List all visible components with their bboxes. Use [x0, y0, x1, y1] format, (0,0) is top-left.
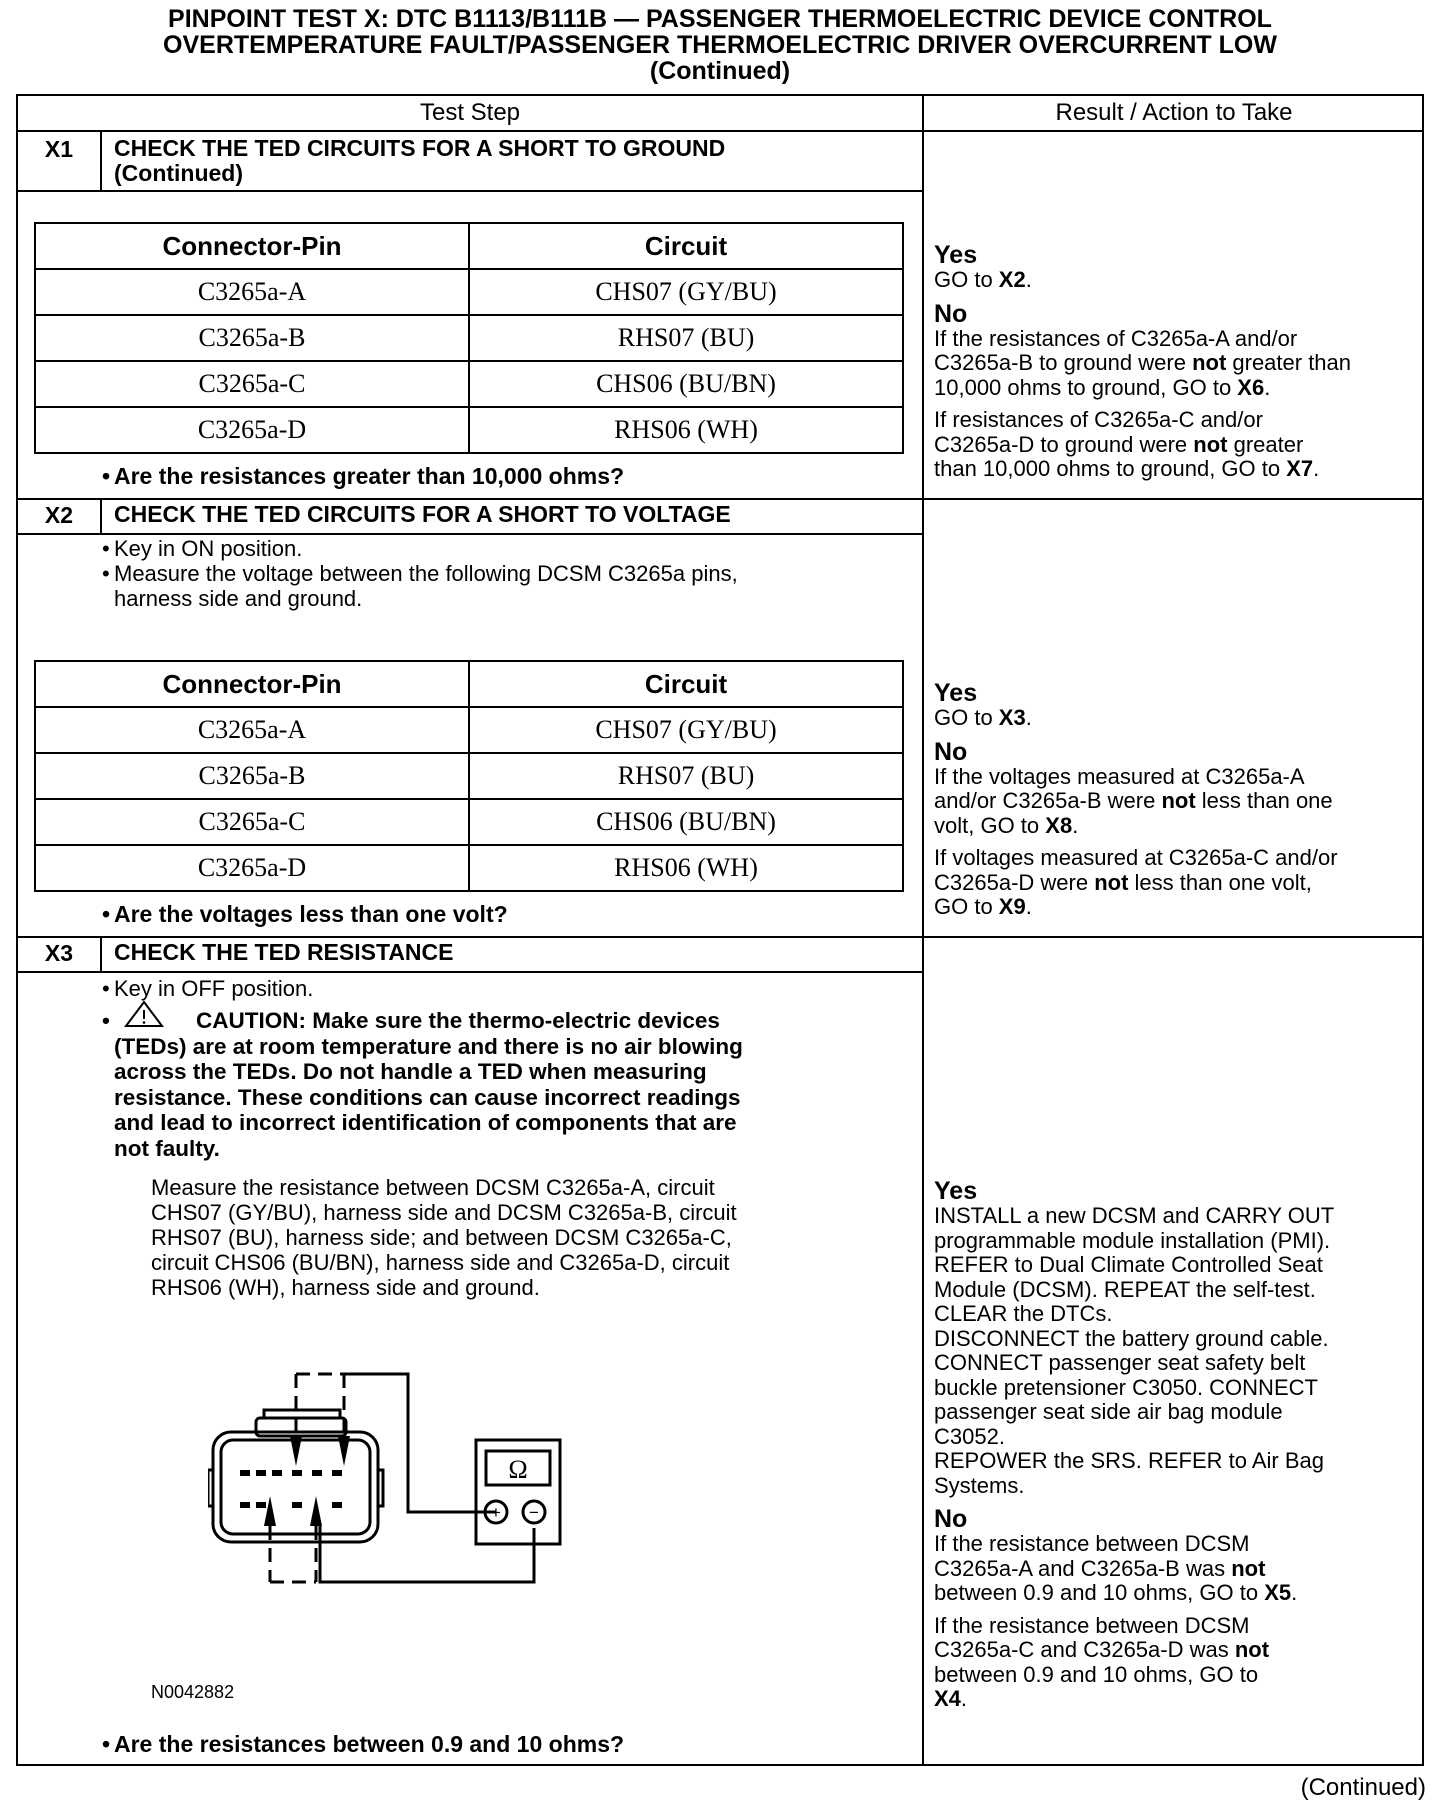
caution-line: across the TEDs. Do not handle a TED when measuring — [114, 1059, 707, 1084]
no-action-1: If the voltages measured at C3265a-A and/or C3265a-B were not less than one volt, GO to X8. — [934, 763, 1333, 838]
pin-cell: C3265a-A — [35, 707, 469, 753]
header-result: Result / Action to Take — [1055, 99, 1293, 126]
caution-line: and lead to incorrect identification of components that are — [114, 1110, 737, 1135]
yes-label: Yes — [934, 241, 978, 269]
measure-line: RHS07 (BU), harness side; and between DCSM C3265a-C, — [151, 1225, 732, 1250]
step-divider-x3 — [100, 938, 102, 971]
step-title-x2: CHECK THE TED CIRCUITS FOR A SHORT TO VOLTAGE — [114, 501, 731, 527]
bullet-icon: • — [102, 536, 110, 561]
table-header-row — [35, 223, 903, 269]
meter-plus-terminal: + — [491, 1503, 501, 1522]
circuit-cell: RHS07 (BU) — [469, 315, 903, 361]
no-action-1: If the resistance between DCSM C3265a-A and C3265a-B was not between 0.9 and 10 ohms, GO to X5. — [934, 1531, 1298, 1605]
circuit-cell: CHS06 (BU/BN) — [469, 361, 903, 407]
caution-line: resistance. These conditions can cause incorrect readings — [114, 1084, 741, 1110]
ohm-symbol-icon: Ω — [508, 1455, 528, 1484]
circuit-cell: RHS07 (BU) — [469, 753, 903, 799]
no-action-2: If the resistance between DCSM C3265a-C and C3265a-D was not between 0.9 and 10 ohms, GO to X4. — [934, 1612, 1270, 1711]
caution-line: (TEDs) are at room temperature and there is no air blowing — [114, 1033, 743, 1059]
step-title-divider-x2 — [18, 533, 922, 535]
yes-action-line: Module (DCSM). REPEAT the self-test. — [934, 1276, 1316, 1302]
table-row — [35, 269, 903, 315]
no-label: No — [934, 1505, 968, 1533]
table-row — [35, 315, 903, 361]
column-header: Connector-Pin — [35, 661, 469, 707]
connector-table-x1 — [34, 222, 904, 454]
yes-action-line: REPOWER the SRS. REFER to Air Bag — [934, 1448, 1325, 1473]
step-number-x3: X3 — [44, 940, 74, 966]
pin-cell: C3265a-B — [35, 753, 469, 799]
bullet-icon: • — [102, 463, 111, 489]
column-header: Circuit — [469, 661, 903, 707]
result-x2 — [934, 680, 1434, 920]
no-label: No — [934, 737, 968, 766]
pin-cell: C3265a-B — [35, 315, 469, 361]
no-action-2: If resistances of C3265a-C and/or C3265a-D to ground were not greater than 10,000 ohms to ground, GO to X7. — [934, 407, 1320, 481]
bullet-icon: • — [102, 561, 110, 586]
bullet-x2-2: • Measure the voltage between the following DCSM C3265a pins, harness side and ground. — [102, 561, 738, 611]
row-divider-x1 — [18, 498, 1422, 500]
bullet-x3-1: • Key in OFF position. — [102, 976, 314, 1001]
resistance-measurement-diagram — [208, 1366, 688, 1726]
question-x1: • Are the resistances greater than 10,000 ohms? — [102, 463, 625, 489]
yes-action-line: INSTALL a new DCSM and CARRY OUT — [934, 1203, 1335, 1228]
yes-action-line: programmable module installation (PMI). — [934, 1227, 1331, 1253]
step-title-x1-line2: (Continued) — [114, 160, 244, 186]
question-x3: • Are the resistances between 0.9 and 10 ohms? — [102, 1731, 625, 1757]
no-label: No — [934, 299, 968, 328]
yes-action-line: CONNECT passenger seat safety belt — [934, 1350, 1306, 1375]
circuit-cell: CHS07 (GY/BU) — [469, 269, 903, 315]
table-row — [35, 361, 903, 407]
pin-cell: C3265a-D — [35, 407, 469, 453]
circuit-cell: RHS06 (WH) — [469, 407, 903, 453]
step-number-x2: X2 — [44, 502, 74, 528]
header-test-step: Test Step — [419, 99, 521, 126]
yes-label: Yes — [934, 679, 978, 707]
header-divider — [18, 130, 1422, 132]
yes-action-line: Systems. — [934, 1472, 1025, 1498]
step-number-x1: X1 — [44, 136, 74, 162]
pin-cell: C3265a-A — [35, 269, 469, 315]
measure-line: Measure the resistance between DCSM C3265a-A, circuit — [151, 1175, 715, 1200]
column-header: Circuit — [469, 223, 903, 269]
yes-action-line: passenger seat side air bag module — [934, 1399, 1283, 1424]
step-divider-x1 — [100, 132, 102, 190]
caution-line: CAUTION: Make sure the thermo-electric devices — [196, 1008, 720, 1033]
table-row — [35, 799, 903, 845]
yes-action-line: DISCONNECT the battery ground cable. — [934, 1325, 1329, 1351]
bullet-x2-1: • Key in ON position. — [102, 536, 303, 561]
bullet-icon: • — [102, 976, 110, 1001]
no-action-2: If voltages measured at C3265a-C and/or C3265a-D were not less than one volt, GO to X9. — [934, 845, 1338, 919]
circuit-cell: CHS07 (GY/BU) — [469, 707, 903, 753]
pin-cell: C3265a-C — [35, 361, 469, 407]
no-action-1: If the resistances of C3265a-A and/or C3265a-B to ground were not greater than 10,000 ohms to ground, GO to X6. — [934, 325, 1352, 400]
yes-action-line: REFER to Dual Climate Controlled Seat — [934, 1252, 1323, 1277]
pin-cell: C3265a-C — [35, 799, 469, 845]
bullet-icon: • — [102, 1008, 110, 1033]
step-title-x3: CHECK THE TED RESISTANCE — [114, 939, 454, 965]
circuit-cell: CHS06 (BU/BN) — [469, 799, 903, 845]
yes-action-line: CLEAR the DTCs. — [934, 1301, 1113, 1326]
yes-label: Yes — [934, 1177, 978, 1205]
continued-footer: (Continued) — [1300, 1774, 1426, 1801]
table-row — [35, 845, 903, 891]
measure-instructions — [151, 1175, 891, 1300]
column-divider — [922, 96, 924, 1764]
caution-note — [102, 1008, 854, 1161]
column-header: Connector-Pin — [35, 223, 469, 269]
yes-action: GO to X2. — [934, 267, 1032, 292]
bullet-icon: • — [102, 1731, 111, 1757]
step-title-x1-line1: CHECK THE TED CIRCUITS FOR A SHORT TO GROUND — [114, 135, 726, 161]
step-title-divider-x3 — [18, 971, 922, 973]
table-row — [35, 407, 903, 453]
measure-line: circuit CHS06 (BU/BN), harness side and C3265a-D, circuit — [151, 1250, 730, 1275]
bullet-icon: • — [102, 901, 111, 927]
connector-table-x2 — [34, 660, 904, 892]
yes-action: GO to X3. — [934, 705, 1032, 730]
warning-triangle-icon — [124, 1000, 164, 1028]
yes-action-line: buckle pretensioner C3050. CONNECT — [934, 1374, 1318, 1400]
circuit-cell: RHS06 (WH) — [469, 845, 903, 891]
row-divider-x2 — [18, 936, 1422, 938]
table-header-row — [35, 661, 903, 707]
step-divider-x2 — [100, 500, 102, 533]
step-title-divider-x1 — [18, 190, 922, 192]
title-line-3: (Continued) — [649, 57, 791, 85]
question-x2: • Are the voltages less than one volt? — [102, 901, 508, 927]
step-title-x1 — [114, 136, 725, 186]
caution-line: not faulty. — [114, 1135, 220, 1161]
pin-cell: C3265a-D — [35, 845, 469, 891]
table-row — [35, 753, 903, 799]
title-line-1: PINPOINT TEST X: DTC B1113/B111B — PASSENGER THERMOELECTRIC DEVICE CONTROL — [168, 5, 1272, 33]
yes-action-line: C3052. — [934, 1423, 1005, 1449]
page-title — [0, 6, 1440, 84]
measure-line: CHS07 (GY/BU), harness side and DCSM C3265a-B, circuit — [151, 1200, 737, 1225]
figure-code: N0042882 — [151, 1682, 235, 1702]
title-line-2: OVERTEMPERATURE FAULT/PASSENGER THERMOELECTRIC DRIVER OVERCURRENT LOW — [163, 31, 1277, 59]
result-x1 — [934, 242, 1434, 482]
result-x3 — [934, 1178, 1434, 1712]
pinpoint-test-table — [16, 94, 1424, 1766]
meter-minus-terminal: − — [529, 1503, 539, 1522]
measure-line: RHS06 (WH), harness side and ground. — [151, 1275, 540, 1300]
table-row — [35, 707, 903, 753]
